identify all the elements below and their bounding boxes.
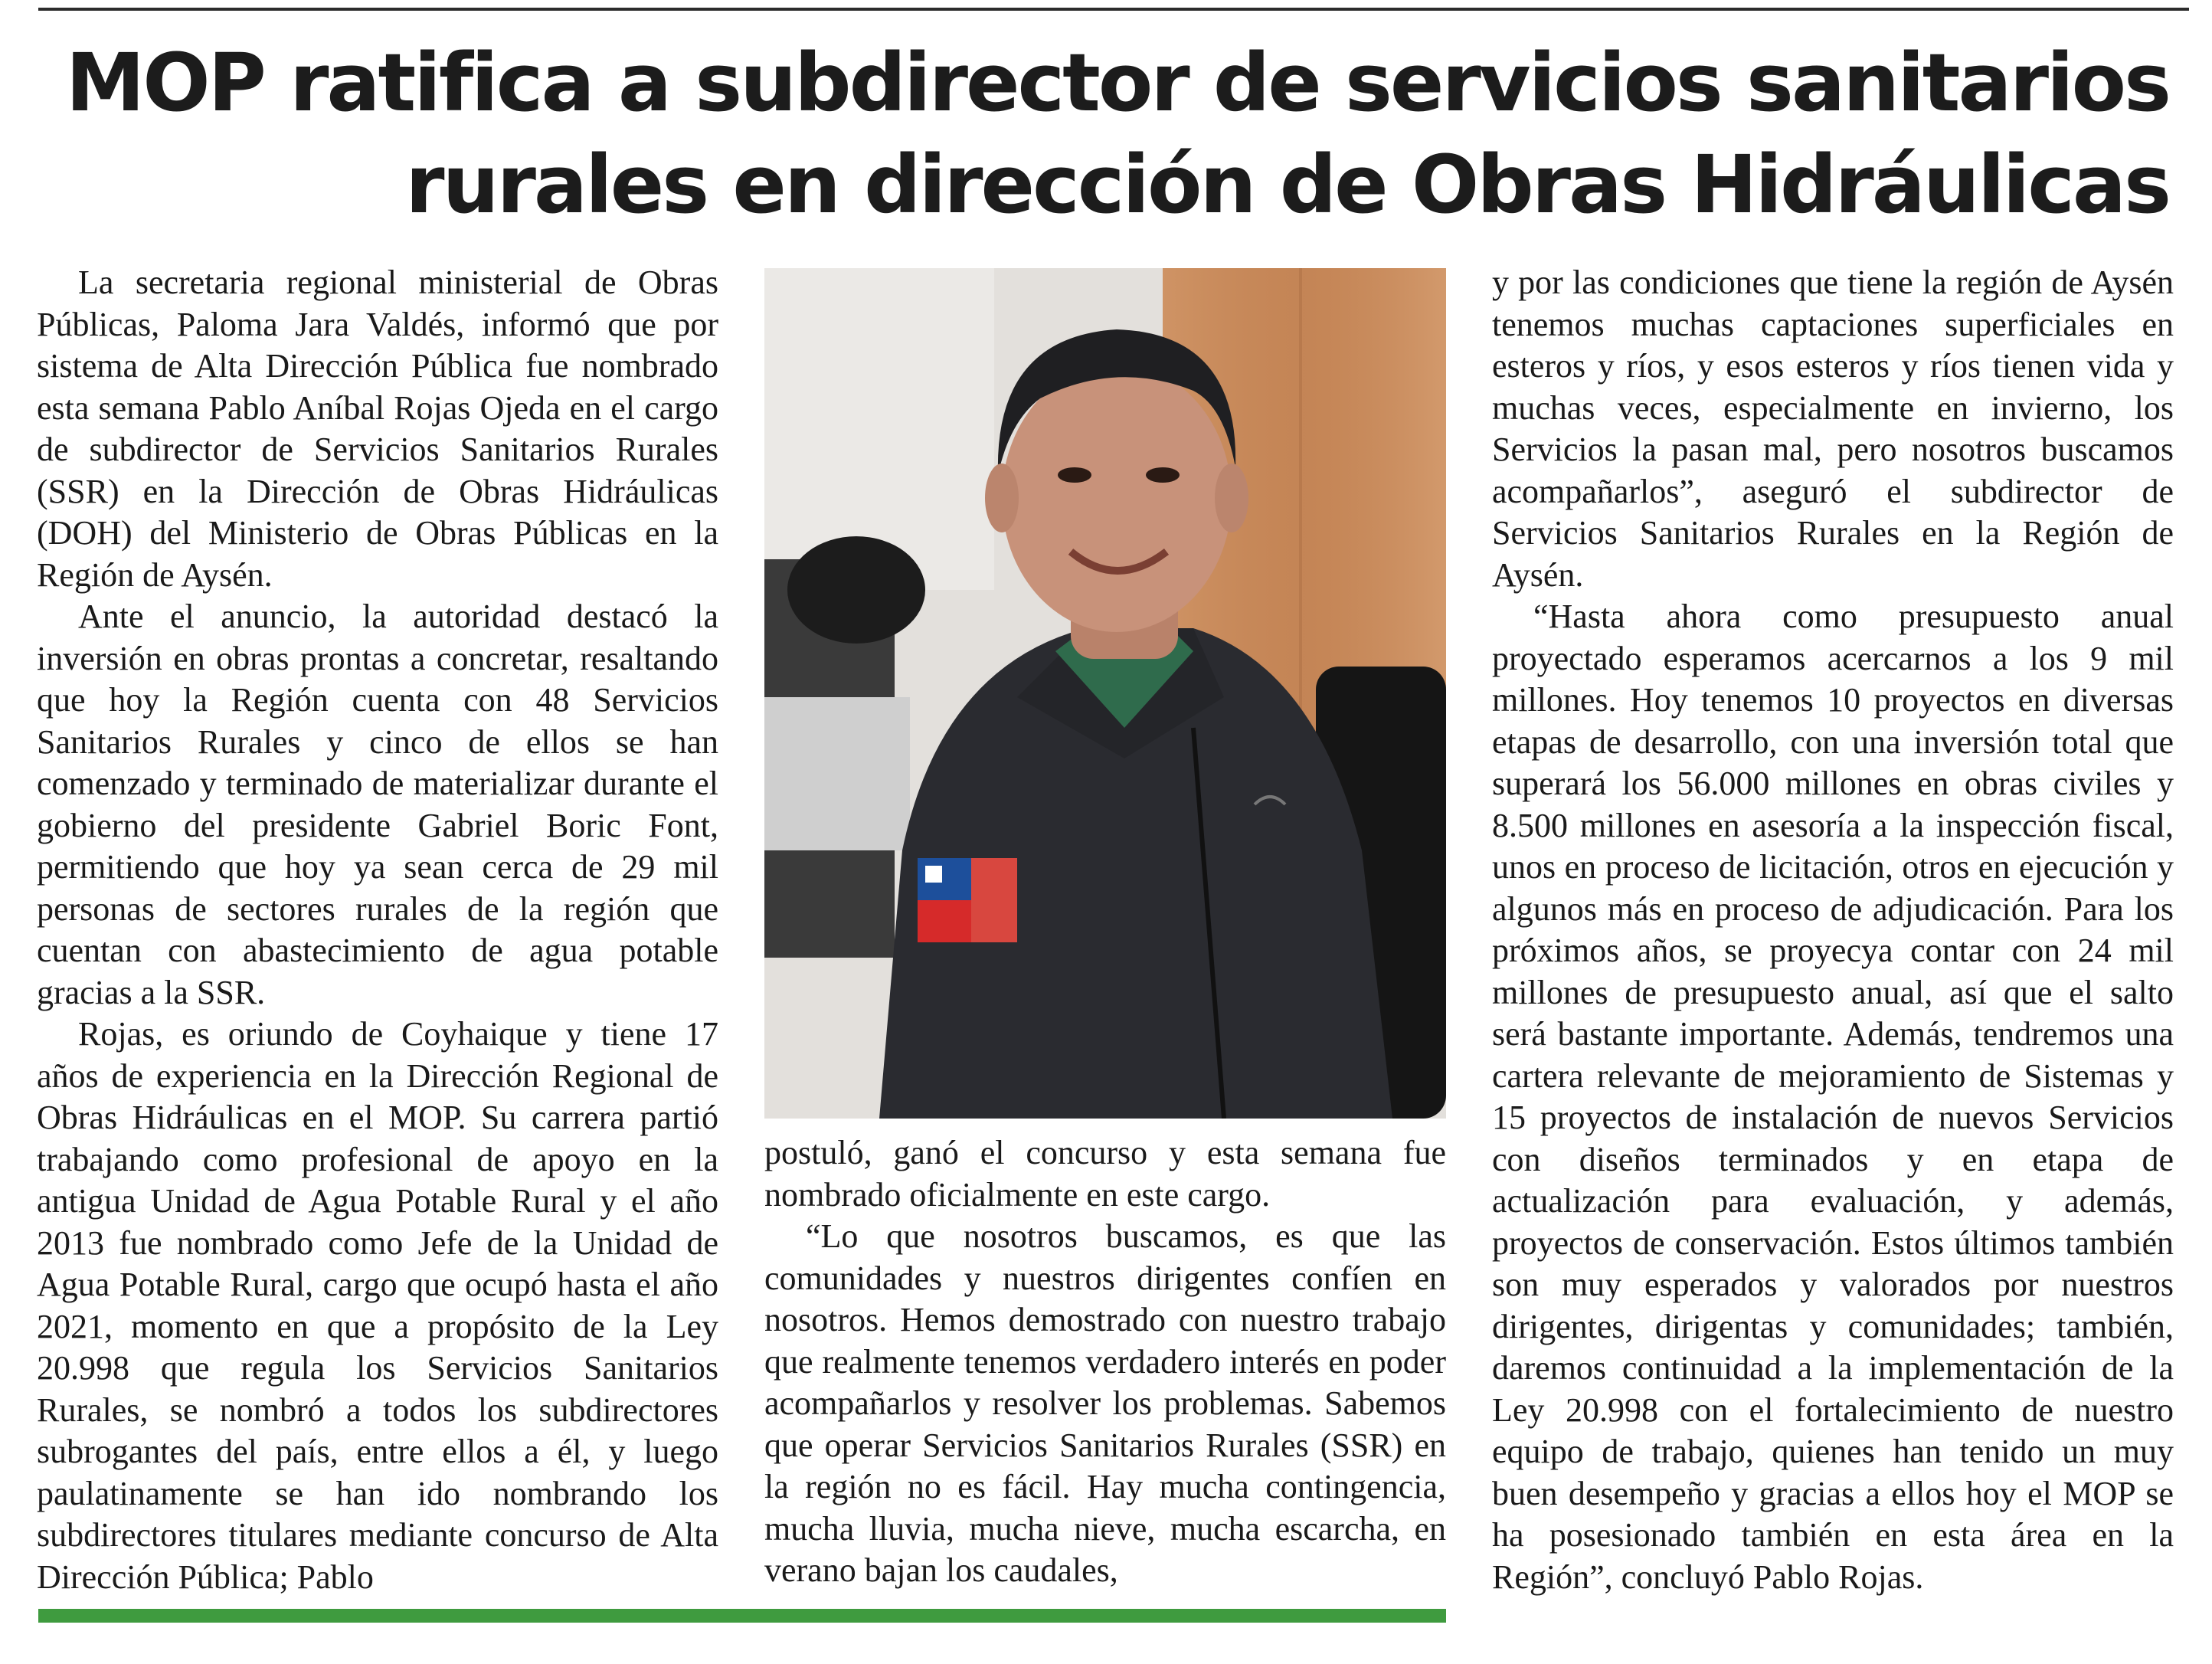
paragraph: postuló, ganó el concurso y esta semana fue nombrado oficialmente en este cargo.	[764, 1134, 1446, 1214]
headline-line-1: MOP ratifica a subdirector de servicios sanitarios	[65, 36, 2169, 129]
bottom-green-rule	[38, 1609, 1446, 1623]
article-column-1	[37, 262, 718, 1598]
paragraph: y por las condiciones que tiene la región de Aysén tenemos muchas captaciones superficiales en esteros y ríos, y esos esteros y ríos tienen vida y muchas veces, especialmente en invierno, los Servicios la pasan mal, pero nosotros buscamos acompañarlos”, aseguró el subdirector de Servicios Sanitarios Rurales en la Región de Aysén.	[1492, 264, 2174, 594]
portrait-illustration	[764, 268, 1446, 1119]
headline-line-2: rurales en dirección de Obras Hidráulicas	[405, 138, 2169, 231]
article-column-3	[1492, 262, 2174, 1598]
portrait-photo	[764, 268, 1446, 1119]
paragraph: “Hasta ahora como presupuesto anual proyectado esperamos acercarnos a los 9 mil millones. Hoy tenemos 10 proyectos en diversas etapas de desarrollo, con una inversión total que superará los 56.000 millones en obras civiles y 8.500 millones en asesoría a la inspección fiscal, unos en proceso de licitación, otros en ejecución y algunos más en proceso de adjudicación. Para los próximos años, se proyecya contar con 24 mil millones de presupuesto anual, así que el salto será bastante importante. Además, tendremos una cartera relevante de mejoramiento de Sistemas y 15 proyectos de instalación de nuevos Servicios con diseños terminados y en etapa de actualización para evaluación, y además, proyectos de conservación. Estos últimos también son muy esperados y valorados por nuestros dirigentes, dirigentas y comunidades; también, daremos continuidad a la implementación de la Ley 20.998 con el fortalecimiento de nuestro equipo de trabajo, quienes han tenido un muy buen desempeño y gracias a ellos hoy el MOP se ha posesionado también en esta área en la Región”, concluyó Pablo Rojas.	[1492, 598, 2174, 1596]
paragraph: La secretaria regional ministerial de Obras Públicas, Paloma Jara Valdés, informó que por sistema de Alta Dirección Pública fue nombrado esta semana Pablo Aníbal Rojas Ojeda en el cargo de subdirector de Servicios Sanitarios Rurales (SSR) en la Dirección de Obras Hidráulicas (DOH) del Ministerio de Obras Públicas en la Región de Aysén.	[37, 264, 718, 594]
headline	[55, 32, 2169, 236]
paragraph: Rojas, es oriundo de Coyhaique y tiene 17 años de experiencia en la Dirección Regional de Obras Hidráulicas en el MOP. Su carrera partió trabajando como profesional de apoyo en la antigua Unidad de Agua Potable Rural y el año 2013 fue nombrado como Jefe de la Unidad de Agua Potable Rural, cargo que ocupó hasta el año 2021, momento en que a propósito de la Ley 20.998 que regula los Servicios Sanitarios Rurales, se nombró a todos los subdirectores subrogantes del país, entre ellos a él, y luego paulatinamente se han ido nombrando los subdirectores titulares mediante concurso de Alta Dirección Pública; Pablo	[37, 1015, 718, 1596]
paragraph: Ante el anuncio, la autoridad destacó la inversión en obras prontas a concretar, resaltando que hoy la Región cuenta con 48 Servicios Sanitarios Rurales y cinco de ellos se han comenzado y terminado de materializar durante el gobierno del presidente Gabriel Boric Font, permitiendo que hoy ya sean cerca de 29 mil personas de sectores rurales de la región que cuentan con abastecimiento de agua potable gracias a la SSR.	[37, 598, 718, 1011]
article-column-2	[764, 1132, 1446, 1592]
paragraph: “Lo que nosotros buscamos, es que las comunidades y nuestros dirigentes confíen en nosotros. Hemos demostrado con nuestro trabajo que realmente tenemos verdadero interés en poder acompañarlos y resolver los problemas. Sabemos que operar Servicios Sanitarios Rurales (SSR) en la región no es fácil. Hay mucha contingencia, mucha lluvia, mucha nieve, mucha escarcha, en verano bajan los caudales,	[764, 1217, 1446, 1589]
top-rule	[38, 8, 2189, 11]
